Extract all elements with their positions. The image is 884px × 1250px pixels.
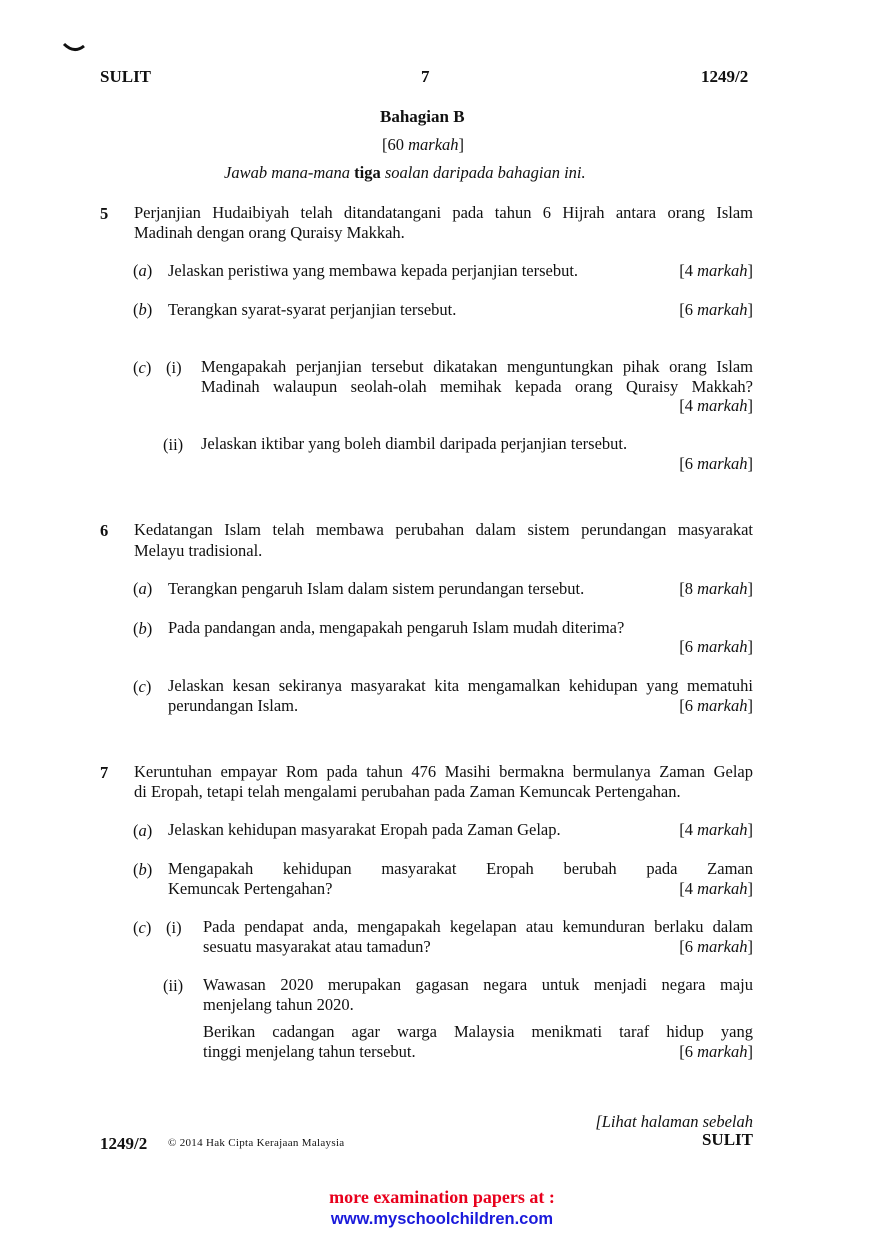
paper-code: 1249/2 [701, 67, 749, 86]
q7cii-line1: Wawasan 2020 merupakan gagasan negara untuk menjadi negara maju [203, 975, 753, 994]
q5-number: 5 [100, 204, 109, 223]
q5a-text: Jelaskan peristiwa yang membawa kepada perjanjian tersebut. [168, 261, 579, 280]
q7cii-marks: [6 markah] [679, 1042, 753, 1061]
q7-number: 7 [100, 763, 109, 782]
q5b-marks: [6 markah] [679, 300, 753, 319]
q7cii-line3: Berikan cadangan agar warga Malaysia menikmati taraf hidup yang [203, 1022, 753, 1041]
q7b-label: (b) [133, 860, 153, 879]
q6-stem-line2: Melayu tradisional. [134, 541, 263, 560]
q6b-label: (b) [133, 619, 153, 638]
q5ci-line1: Mengapakah perjanjian tersebut dikatakan menguntungkan pihak orang Islam [201, 357, 753, 376]
q5a-label: (a) [133, 261, 153, 280]
section-instruction: Jawab mana-mana tiga soalan daripada bahagian ini. [224, 163, 586, 182]
section-marks: [60 markah] [382, 135, 465, 154]
q5c-label: (c) [133, 358, 152, 377]
q5-stem-line1: Perjanjian Hudaibiyah telah ditandatangani pada tahun 6 Hijrah antara orang Islam [134, 203, 753, 222]
q7b-marks: [4 markah] [679, 879, 753, 898]
q7a-label: (a) [133, 821, 153, 840]
q7ci-line1: Pada pendapat anda, mengapakah kegelapan atau kemunduran berlaku dalam [203, 917, 753, 936]
q6b-marks: [6 markah] [679, 637, 753, 656]
q7b-line1: Mengapakah kehidupan masyarakat Eropah berubah pada Zaman [168, 859, 753, 878]
header-sulit: SULIT [100, 67, 152, 86]
q7cii-line4: tinggi menjelang tahun tersebut. [203, 1042, 416, 1061]
footer-next-page: [Lihat halaman sebelah [595, 1112, 753, 1131]
q6c-line2: perundangan Islam. [168, 696, 299, 715]
promo-link[interactable]: www.myschoolchildren.com [330, 1210, 554, 1228]
footer-copyright: © 2014 Hak Cipta Kerajaan Malaysia [168, 1137, 345, 1149]
q6c-marks: [6 markah] [679, 696, 753, 715]
q7ci-label: (i) [166, 918, 182, 937]
q7cii-label: (ii) [163, 976, 184, 995]
promo-text: more examination papers at : [329, 1187, 555, 1207]
q5ci-line2: Madinah walaupun seolah-olah memihak kepada orang Quraisy Makkah? [201, 377, 753, 396]
q7ci-line2: sesuatu masyarakat atau tamadun? [203, 937, 431, 956]
q6-stem-line1: Kedatangan Islam telah membawa perubahan dalam sistem perundangan masyarakat [134, 520, 753, 539]
q7a-text: Jelaskan kehidupan masyarakat Eropah pada Zaman Gelap. [168, 820, 561, 839]
q7-stem-line1: Keruntuhan empayar Rom pada tahun 476 Masihi bermakna bermulanya Zaman Gelap [134, 762, 753, 781]
q5b-text: Terangkan syarat-syarat perjanjian tersebut. [168, 300, 457, 319]
footer-sulit: SULIT [701, 1130, 753, 1149]
q5b-label: (b) [133, 300, 153, 319]
q6-number: 6 [100, 521, 109, 540]
q6c-label: (c) [133, 677, 152, 696]
q5ci-marks: [4 markah] [679, 396, 753, 415]
q6a-text: Terangkan pengaruh Islam dalam sistem perundangan tersebut. [168, 579, 585, 598]
q5cii-marks: [6 markah] [679, 454, 753, 473]
q7b-line2: Kemuncak Pertengahan? [168, 879, 333, 898]
q6a-label: (a) [133, 579, 153, 598]
page-number: 7 [421, 67, 430, 86]
q7cii-line2: menjelang tahun 2020. [203, 995, 354, 1014]
q5cii-text: Jelaskan iktibar yang boleh diambil daripada perjanjian tersebut. [201, 434, 628, 453]
section-title: Bahagian B [380, 107, 465, 126]
footer-paper-code: 1249/2 [100, 1134, 148, 1153]
q5cii-label: (ii) [163, 435, 184, 454]
q6a-marks: [8 markah] [679, 579, 753, 598]
q6c-line1: Jelaskan kesan sekiranya masyarakat kita mengamalkan kehidupan yang mematuhi [168, 676, 753, 695]
q7a-marks: [4 markah] [679, 820, 753, 839]
scan-mark [62, 40, 86, 54]
q7-stem-line2: di Eropah, tetapi telah mengalami perubahan pada Zaman Kemuncak Pertengahan. [134, 782, 681, 801]
q5-stem-line2: Madinah dengan orang Quraisy Makkah. [134, 223, 405, 242]
q7c-label: (c) [133, 918, 152, 937]
q5a-marks: [4 markah] [679, 261, 753, 280]
q5ci-label: (i) [166, 358, 182, 377]
q6b-text: Pada pandangan anda, mengapakah pengaruh Islam mudah diterima? [168, 618, 625, 637]
q7ci-marks: [6 markah] [679, 937, 753, 956]
